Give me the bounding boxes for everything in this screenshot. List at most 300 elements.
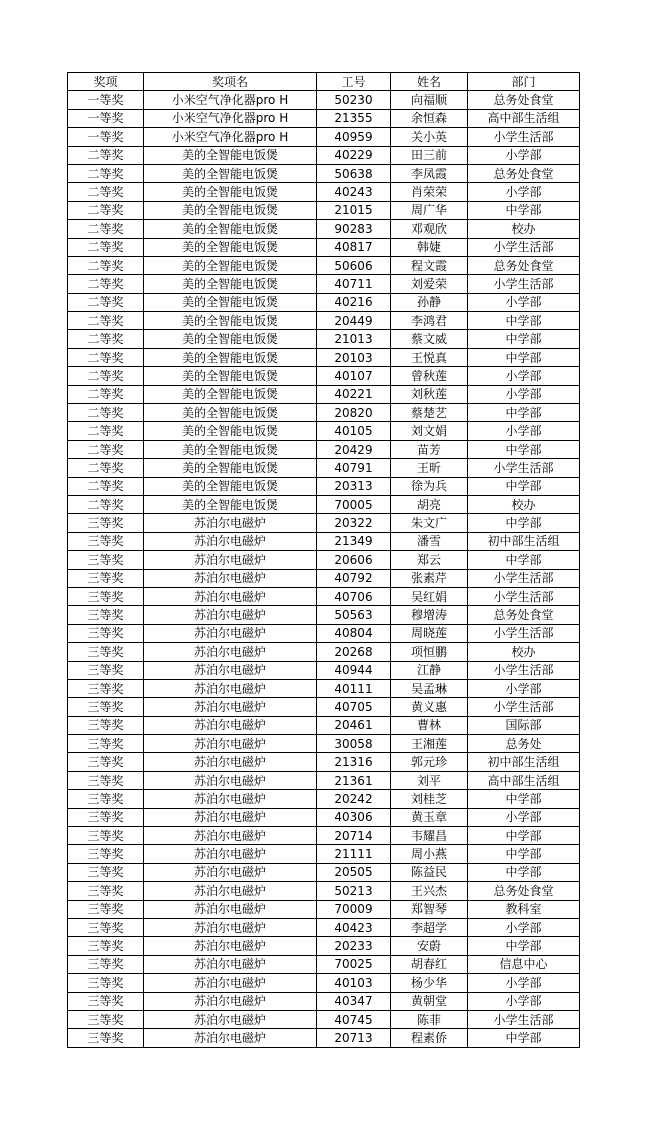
cell-employee-id: 20505 bbox=[317, 863, 391, 881]
cell-employee-id: 40216 bbox=[317, 293, 391, 311]
cell-prize-level: 三等奖 bbox=[68, 551, 144, 569]
cell-name: 孙静 bbox=[391, 293, 468, 311]
cell-department: 初中部生活组 bbox=[468, 532, 580, 550]
header-row bbox=[68, 73, 580, 91]
table-row bbox=[68, 404, 580, 422]
cell-employee-id: 40944 bbox=[317, 661, 391, 679]
table-row bbox=[68, 735, 580, 753]
table-row bbox=[68, 937, 580, 955]
cell-prize-name: 苏泊尔电磁炉 bbox=[144, 753, 317, 771]
cell-name: 黄玉章 bbox=[391, 808, 468, 826]
cell-employee-id: 21013 bbox=[317, 330, 391, 348]
cell-prize-name: 美的全智能电饭煲 bbox=[144, 183, 317, 201]
cell-name: 王悦真 bbox=[391, 348, 468, 366]
cell-employee-id: 20322 bbox=[317, 514, 391, 532]
table-row bbox=[68, 348, 580, 366]
table-row bbox=[68, 771, 580, 789]
cell-name: 周晓莲 bbox=[391, 624, 468, 642]
cell-prize-level: 一等奖 bbox=[68, 91, 144, 109]
table-row bbox=[68, 716, 580, 734]
cell-employee-id: 20268 bbox=[317, 643, 391, 661]
cell-department: 中学部 bbox=[468, 312, 580, 330]
cell-prize-name: 苏泊尔电磁炉 bbox=[144, 532, 317, 550]
cell-department: 小学生活部 bbox=[468, 587, 580, 605]
cell-department: 小学部 bbox=[468, 183, 580, 201]
cell-employee-id: 20242 bbox=[317, 790, 391, 808]
cell-employee-id: 40243 bbox=[317, 183, 391, 201]
cell-department: 小学生活部 bbox=[468, 661, 580, 679]
prize-winners-table bbox=[67, 72, 580, 1048]
cell-prize-name: 美的全智能电饭煲 bbox=[144, 422, 317, 440]
cell-department: 总务处食堂 bbox=[468, 91, 580, 109]
cell-department: 小学部 bbox=[468, 679, 580, 697]
table-row bbox=[68, 91, 580, 109]
cell-name: 黄朝堂 bbox=[391, 992, 468, 1010]
cell-prize-level: 三等奖 bbox=[68, 587, 144, 605]
cell-prize-name: 美的全智能电饭煲 bbox=[144, 312, 317, 330]
cell-prize-level: 二等奖 bbox=[68, 404, 144, 422]
cell-prize-name: 苏泊尔电磁炉 bbox=[144, 587, 317, 605]
cell-employee-id: 20449 bbox=[317, 312, 391, 330]
cell-name: 潘雪 bbox=[391, 532, 468, 550]
cell-employee-id: 20313 bbox=[317, 477, 391, 495]
cell-prize-name: 苏泊尔电磁炉 bbox=[144, 606, 317, 624]
cell-department: 总务处 bbox=[468, 735, 580, 753]
cell-name: 陈益民 bbox=[391, 863, 468, 881]
cell-employee-id: 40792 bbox=[317, 569, 391, 587]
cell-employee-id: 21316 bbox=[317, 753, 391, 771]
cell-name: 王兴杰 bbox=[391, 882, 468, 900]
cell-name: 李鸿君 bbox=[391, 312, 468, 330]
table-row bbox=[68, 643, 580, 661]
cell-prize-level: 三等奖 bbox=[68, 643, 144, 661]
cell-employee-id: 21349 bbox=[317, 532, 391, 550]
cell-employee-id: 40221 bbox=[317, 385, 391, 403]
cell-employee-id: 40105 bbox=[317, 422, 391, 440]
cell-name: 杨少华 bbox=[391, 974, 468, 992]
table-row bbox=[68, 845, 580, 863]
cell-name: 周广华 bbox=[391, 201, 468, 219]
cell-prize-name: 苏泊尔电磁炉 bbox=[144, 992, 317, 1010]
header-employee-id: 工号 bbox=[317, 73, 391, 91]
cell-employee-id: 20606 bbox=[317, 551, 391, 569]
cell-name: 程素侨 bbox=[391, 1029, 468, 1047]
table-row bbox=[68, 293, 580, 311]
cell-employee-id: 70005 bbox=[317, 495, 391, 513]
cell-name: 蔡楚艺 bbox=[391, 404, 468, 422]
cell-employee-id: 50563 bbox=[317, 606, 391, 624]
cell-prize-name: 美的全智能电饭煲 bbox=[144, 220, 317, 238]
cell-name: 王昕 bbox=[391, 459, 468, 477]
table-row bbox=[68, 495, 580, 513]
cell-name: 李超学 bbox=[391, 918, 468, 936]
cell-department: 总务处食堂 bbox=[468, 606, 580, 624]
cell-employee-id: 50230 bbox=[317, 91, 391, 109]
cell-department: 中学部 bbox=[468, 514, 580, 532]
cell-department: 中学部 bbox=[468, 201, 580, 219]
cell-department: 校办 bbox=[468, 495, 580, 513]
cell-name: 曾秋莲 bbox=[391, 367, 468, 385]
cell-prize-level: 二等奖 bbox=[68, 201, 144, 219]
header-name: 姓名 bbox=[391, 73, 468, 91]
cell-department: 小学部 bbox=[468, 367, 580, 385]
cell-prize-name: 美的全智能电饭煲 bbox=[144, 385, 317, 403]
cell-prize-level: 三等奖 bbox=[68, 1029, 144, 1047]
cell-name: 刘爱荣 bbox=[391, 275, 468, 293]
header-prize-name: 奖项名 bbox=[144, 73, 317, 91]
cell-prize-level: 二等奖 bbox=[68, 146, 144, 164]
cell-prize-level: 三等奖 bbox=[68, 1010, 144, 1028]
table-row bbox=[68, 882, 580, 900]
cell-prize-level: 二等奖 bbox=[68, 312, 144, 330]
cell-prize-level: 二等奖 bbox=[68, 164, 144, 182]
cell-name: 刘秋莲 bbox=[391, 385, 468, 403]
cell-prize-level: 一等奖 bbox=[68, 109, 144, 127]
cell-name: 江静 bbox=[391, 661, 468, 679]
cell-department: 教科室 bbox=[468, 900, 580, 918]
cell-prize-level: 二等奖 bbox=[68, 367, 144, 385]
cell-prize-name: 美的全智能电饭煲 bbox=[144, 275, 317, 293]
cell-prize-level: 二等奖 bbox=[68, 385, 144, 403]
cell-prize-name: 苏泊尔电磁炉 bbox=[144, 1029, 317, 1047]
cell-prize-name: 苏泊尔电磁炉 bbox=[144, 569, 317, 587]
cell-department: 小学生活部 bbox=[468, 1010, 580, 1028]
cell-prize-level: 一等奖 bbox=[68, 128, 144, 146]
header-prize-level: 奖项 bbox=[68, 73, 144, 91]
cell-employee-id: 50213 bbox=[317, 882, 391, 900]
cell-department: 小学部 bbox=[468, 974, 580, 992]
cell-prize-name: 小米空气净化器pro H bbox=[144, 128, 317, 146]
cell-name: 郑云 bbox=[391, 551, 468, 569]
cell-employee-id: 40306 bbox=[317, 808, 391, 826]
cell-prize-name: 美的全智能电饭煲 bbox=[144, 201, 317, 219]
cell-prize-level: 二等奖 bbox=[68, 422, 144, 440]
cell-department: 小学部 bbox=[468, 146, 580, 164]
cell-department: 小学生活部 bbox=[468, 624, 580, 642]
cell-name: 刘平 bbox=[391, 771, 468, 789]
table-row bbox=[68, 422, 580, 440]
cell-employee-id: 20713 bbox=[317, 1029, 391, 1047]
cell-department: 中学部 bbox=[468, 1029, 580, 1047]
cell-department: 小学部 bbox=[468, 385, 580, 403]
cell-prize-name: 苏泊尔电磁炉 bbox=[144, 643, 317, 661]
cell-prize-level: 二等奖 bbox=[68, 238, 144, 256]
cell-department: 中学部 bbox=[468, 937, 580, 955]
cell-department: 小学生活部 bbox=[468, 275, 580, 293]
cell-name: 王湘莲 bbox=[391, 735, 468, 753]
cell-department: 小学生活部 bbox=[468, 569, 580, 587]
cell-employee-id: 90283 bbox=[317, 220, 391, 238]
table-row bbox=[68, 900, 580, 918]
cell-department: 中学部 bbox=[468, 477, 580, 495]
cell-name: 郑智琴 bbox=[391, 900, 468, 918]
table-row bbox=[68, 146, 580, 164]
table-row bbox=[68, 808, 580, 826]
cell-department: 中学部 bbox=[468, 827, 580, 845]
cell-prize-name: 苏泊尔电磁炉 bbox=[144, 882, 317, 900]
cell-employee-id: 40959 bbox=[317, 128, 391, 146]
cell-department: 小学部 bbox=[468, 992, 580, 1010]
table-row bbox=[68, 164, 580, 182]
cell-employee-id: 20714 bbox=[317, 827, 391, 845]
table-row bbox=[68, 256, 580, 274]
cell-prize-name: 苏泊尔电磁炉 bbox=[144, 955, 317, 973]
cell-employee-id: 40705 bbox=[317, 698, 391, 716]
cell-prize-level: 三等奖 bbox=[68, 863, 144, 881]
cell-prize-name: 美的全智能电饭煲 bbox=[144, 495, 317, 513]
cell-prize-name: 美的全智能电饭煲 bbox=[144, 440, 317, 458]
cell-employee-id: 40711 bbox=[317, 275, 391, 293]
cell-prize-name: 苏泊尔电磁炉 bbox=[144, 974, 317, 992]
cell-prize-level: 三等奖 bbox=[68, 974, 144, 992]
cell-prize-name: 苏泊尔电磁炉 bbox=[144, 918, 317, 936]
table-row bbox=[68, 238, 580, 256]
cell-employee-id: 40804 bbox=[317, 624, 391, 642]
cell-name: 韩婕 bbox=[391, 238, 468, 256]
cell-department: 小学生活部 bbox=[468, 459, 580, 477]
cell-prize-name: 美的全智能电饭煲 bbox=[144, 477, 317, 495]
cell-name: 吴孟琳 bbox=[391, 679, 468, 697]
cell-department: 校办 bbox=[468, 643, 580, 661]
cell-prize-level: 三等奖 bbox=[68, 918, 144, 936]
cell-prize-level: 二等奖 bbox=[68, 495, 144, 513]
cell-prize-name: 美的全智能电饭煲 bbox=[144, 164, 317, 182]
cell-department: 小学生活部 bbox=[468, 698, 580, 716]
cell-prize-name: 苏泊尔电磁炉 bbox=[144, 937, 317, 955]
cell-name: 韦耀昌 bbox=[391, 827, 468, 845]
cell-name: 蔡文威 bbox=[391, 330, 468, 348]
cell-employee-id: 40817 bbox=[317, 238, 391, 256]
cell-department: 中学部 bbox=[468, 440, 580, 458]
cell-name: 吴红娟 bbox=[391, 587, 468, 605]
table-row bbox=[68, 753, 580, 771]
cell-department: 中学部 bbox=[468, 330, 580, 348]
table-row bbox=[68, 312, 580, 330]
cell-name: 田三前 bbox=[391, 146, 468, 164]
table-row bbox=[68, 440, 580, 458]
cell-prize-name: 苏泊尔电磁炉 bbox=[144, 900, 317, 918]
cell-prize-level: 三等奖 bbox=[68, 845, 144, 863]
cell-employee-id: 20461 bbox=[317, 716, 391, 734]
cell-department: 小学部 bbox=[468, 918, 580, 936]
table-row bbox=[68, 569, 580, 587]
cell-prize-level: 三等奖 bbox=[68, 606, 144, 624]
cell-name: 程文霞 bbox=[391, 256, 468, 274]
cell-name: 黄义惠 bbox=[391, 698, 468, 716]
table-row bbox=[68, 551, 580, 569]
cell-name: 余恒森 bbox=[391, 109, 468, 127]
cell-employee-id: 21111 bbox=[317, 845, 391, 863]
table-row bbox=[68, 679, 580, 697]
cell-prize-name: 苏泊尔电磁炉 bbox=[144, 845, 317, 863]
cell-prize-level: 二等奖 bbox=[68, 183, 144, 201]
cell-prize-level: 三等奖 bbox=[68, 955, 144, 973]
cell-department: 中学部 bbox=[468, 551, 580, 569]
cell-prize-name: 美的全智能电饭煲 bbox=[144, 146, 317, 164]
cell-prize-level: 二等奖 bbox=[68, 275, 144, 293]
cell-prize-name: 苏泊尔电磁炉 bbox=[144, 624, 317, 642]
cell-name: 郭元珍 bbox=[391, 753, 468, 771]
cell-name: 周小燕 bbox=[391, 845, 468, 863]
table-row bbox=[68, 974, 580, 992]
cell-name: 李凤霞 bbox=[391, 164, 468, 182]
cell-employee-id: 40347 bbox=[317, 992, 391, 1010]
table-row bbox=[68, 532, 580, 550]
table-row bbox=[68, 275, 580, 293]
cell-prize-level: 三等奖 bbox=[68, 882, 144, 900]
cell-employee-id: 40706 bbox=[317, 587, 391, 605]
cell-employee-id: 70009 bbox=[317, 900, 391, 918]
cell-prize-name: 苏泊尔电磁炉 bbox=[144, 808, 317, 826]
cell-prize-name: 小米空气净化器pro H bbox=[144, 91, 317, 109]
cell-prize-name: 美的全智能电饭煲 bbox=[144, 459, 317, 477]
cell-department: 小学部 bbox=[468, 293, 580, 311]
cell-employee-id: 40791 bbox=[317, 459, 391, 477]
table-row bbox=[68, 698, 580, 716]
cell-department: 小学生活部 bbox=[468, 238, 580, 256]
cell-prize-level: 二等奖 bbox=[68, 348, 144, 366]
cell-employee-id: 30058 bbox=[317, 735, 391, 753]
cell-prize-level: 三等奖 bbox=[68, 716, 144, 734]
cell-prize-name: 美的全智能电饭煲 bbox=[144, 367, 317, 385]
cell-prize-name: 苏泊尔电磁炉 bbox=[144, 716, 317, 734]
cell-department: 信息中心 bbox=[468, 955, 580, 973]
cell-prize-name: 苏泊尔电磁炉 bbox=[144, 771, 317, 789]
cell-name: 胡春红 bbox=[391, 955, 468, 973]
cell-employee-id: 21361 bbox=[317, 771, 391, 789]
table-row bbox=[68, 459, 580, 477]
cell-employee-id: 50638 bbox=[317, 164, 391, 182]
cell-name: 安蔚 bbox=[391, 937, 468, 955]
cell-name: 苗芳 bbox=[391, 440, 468, 458]
cell-department: 中学部 bbox=[468, 790, 580, 808]
cell-department: 小学生活部 bbox=[468, 128, 580, 146]
cell-prize-name: 苏泊尔电磁炉 bbox=[144, 790, 317, 808]
cell-prize-name: 美的全智能电饭煲 bbox=[144, 293, 317, 311]
cell-prize-name: 苏泊尔电磁炉 bbox=[144, 863, 317, 881]
cell-prize-level: 三等奖 bbox=[68, 532, 144, 550]
cell-prize-level: 三等奖 bbox=[68, 514, 144, 532]
cell-prize-level: 二等奖 bbox=[68, 459, 144, 477]
cell-department: 中学部 bbox=[468, 348, 580, 366]
cell-prize-name: 苏泊尔电磁炉 bbox=[144, 679, 317, 697]
cell-prize-level: 三等奖 bbox=[68, 900, 144, 918]
cell-prize-level: 二等奖 bbox=[68, 477, 144, 495]
cell-name: 胡亮 bbox=[391, 495, 468, 513]
cell-prize-level: 二等奖 bbox=[68, 220, 144, 238]
table-row bbox=[68, 624, 580, 642]
cell-prize-level: 三等奖 bbox=[68, 790, 144, 808]
cell-employee-id: 21355 bbox=[317, 109, 391, 127]
cell-name: 肖荣荣 bbox=[391, 183, 468, 201]
table-row bbox=[68, 367, 580, 385]
table-row bbox=[68, 220, 580, 238]
cell-prize-level: 三等奖 bbox=[68, 735, 144, 753]
cell-employee-id: 20103 bbox=[317, 348, 391, 366]
cell-department: 总务处食堂 bbox=[468, 164, 580, 182]
cell-name: 张素芹 bbox=[391, 569, 468, 587]
table-row bbox=[68, 918, 580, 936]
table-row bbox=[68, 514, 580, 532]
cell-employee-id: 20233 bbox=[317, 937, 391, 955]
cell-prize-level: 三等奖 bbox=[68, 679, 144, 697]
cell-prize-name: 美的全智能电饭煲 bbox=[144, 238, 317, 256]
cell-name: 邓观欣 bbox=[391, 220, 468, 238]
cell-name: 关小英 bbox=[391, 128, 468, 146]
cell-prize-level: 二等奖 bbox=[68, 330, 144, 348]
table-row bbox=[68, 109, 580, 127]
cell-prize-level: 三等奖 bbox=[68, 808, 144, 826]
cell-department: 总务处食堂 bbox=[468, 882, 580, 900]
table-row bbox=[68, 477, 580, 495]
table-row bbox=[68, 790, 580, 808]
cell-name: 穆增涛 bbox=[391, 606, 468, 624]
cell-name: 陈菲 bbox=[391, 1010, 468, 1028]
table-row bbox=[68, 330, 580, 348]
table-row bbox=[68, 1029, 580, 1047]
cell-prize-level: 二等奖 bbox=[68, 440, 144, 458]
cell-department: 小学部 bbox=[468, 808, 580, 826]
cell-employee-id: 21015 bbox=[317, 201, 391, 219]
cell-department: 国际部 bbox=[468, 716, 580, 734]
table-row bbox=[68, 992, 580, 1010]
cell-employee-id: 40229 bbox=[317, 146, 391, 164]
table-row bbox=[68, 587, 580, 605]
cell-name: 项恒鹏 bbox=[391, 643, 468, 661]
cell-name: 刘桂芝 bbox=[391, 790, 468, 808]
cell-department: 中学部 bbox=[468, 863, 580, 881]
cell-employee-id: 20429 bbox=[317, 440, 391, 458]
header-department: 部门 bbox=[468, 73, 580, 91]
table-row bbox=[68, 863, 580, 881]
cell-prize-level: 三等奖 bbox=[68, 771, 144, 789]
cell-prize-level: 三等奖 bbox=[68, 569, 144, 587]
cell-name: 刘文娟 bbox=[391, 422, 468, 440]
table-body bbox=[68, 91, 580, 1047]
table-row bbox=[68, 201, 580, 219]
cell-prize-level: 三等奖 bbox=[68, 624, 144, 642]
cell-prize-level: 二等奖 bbox=[68, 256, 144, 274]
cell-department: 高中部生活组 bbox=[468, 771, 580, 789]
cell-employee-id: 40111 bbox=[317, 679, 391, 697]
cell-employee-id: 20820 bbox=[317, 404, 391, 422]
cell-prize-level: 三等奖 bbox=[68, 992, 144, 1010]
cell-department: 中学部 bbox=[468, 845, 580, 863]
cell-prize-name: 美的全智能电饭煲 bbox=[144, 256, 317, 274]
cell-employee-id: 40745 bbox=[317, 1010, 391, 1028]
cell-prize-level: 三等奖 bbox=[68, 661, 144, 679]
table-row bbox=[68, 128, 580, 146]
cell-prize-name: 苏泊尔电磁炉 bbox=[144, 1010, 317, 1028]
cell-prize-name: 苏泊尔电磁炉 bbox=[144, 551, 317, 569]
cell-name: 向福顺 bbox=[391, 91, 468, 109]
cell-prize-level: 三等奖 bbox=[68, 698, 144, 716]
cell-department: 总务处食堂 bbox=[468, 256, 580, 274]
cell-name: 曹林 bbox=[391, 716, 468, 734]
cell-name: 朱文广 bbox=[391, 514, 468, 532]
cell-employee-id: 40423 bbox=[317, 918, 391, 936]
cell-prize-name: 苏泊尔电磁炉 bbox=[144, 698, 317, 716]
cell-prize-level: 三等奖 bbox=[68, 827, 144, 845]
table-row bbox=[68, 955, 580, 973]
table-row bbox=[68, 606, 580, 624]
table-row bbox=[68, 661, 580, 679]
cell-department: 初中部生活组 bbox=[468, 753, 580, 771]
cell-prize-level: 三等奖 bbox=[68, 937, 144, 955]
cell-prize-name: 苏泊尔电磁炉 bbox=[144, 661, 317, 679]
cell-prize-name: 苏泊尔电磁炉 bbox=[144, 827, 317, 845]
table-row bbox=[68, 1010, 580, 1028]
